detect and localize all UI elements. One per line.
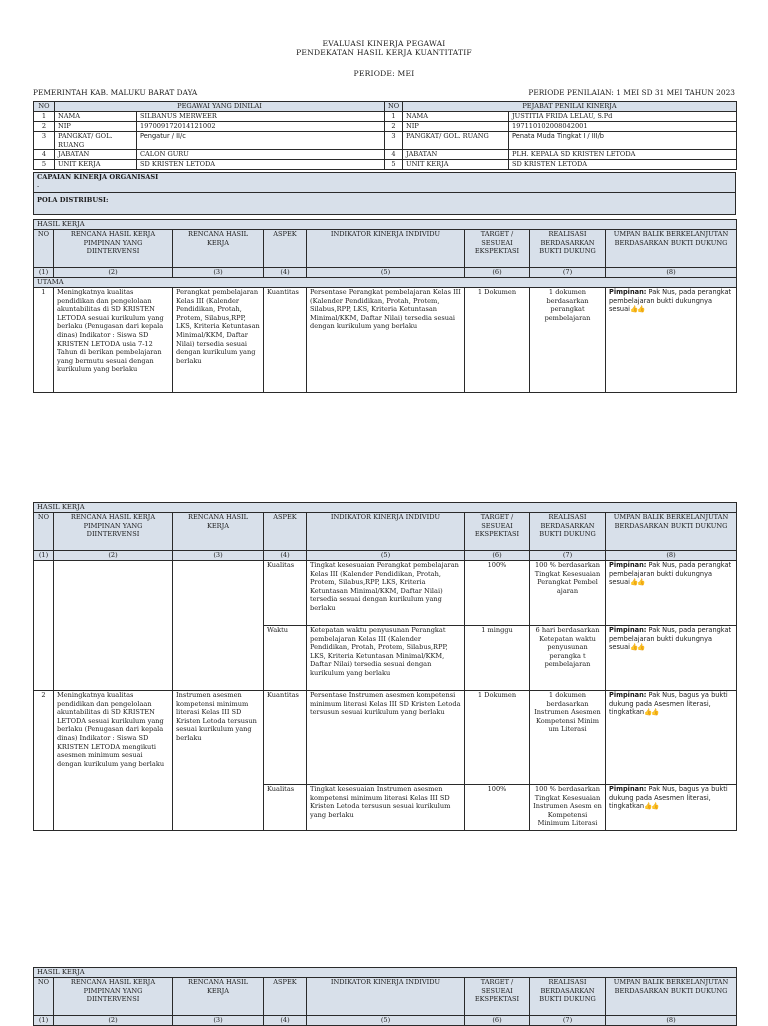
col-header: UMPAN BALIK BERKELANJUTAN BERDASARKAN BUKTI DUKUNG [606,513,737,551]
umpan-text: Pak Nus, pada perangkat pembelajaran bukti dukungnya sesuai [609,288,732,314]
row-right-value: Penata Muda Tingkat I / III/b [509,132,737,150]
row-no: 1 [34,288,54,393]
row-no: 1 [385,112,403,122]
thumbs-up-icon: 👍👍 [644,708,659,717]
col-header: INDIKATOR KINERJA INDIVIDU [307,513,465,551]
row-label: JABATAN [55,150,137,160]
aspek: Kuantitas [264,288,307,393]
col-number: (7) [530,551,606,561]
table-row [34,561,737,626]
umpan-balik [606,626,737,691]
row-left-value: SD KRISTEN LETODA [137,160,385,170]
col-header: TARGET / SESUEAI EKSPEKTASI [465,513,530,551]
col-header: REALISASI BERDASARKAN BUKTI DUKUNG [530,978,606,1016]
hasil-kerja-table-1 [33,219,737,393]
table-row [34,691,737,785]
left-title: PEGAWAI YANG DINILAI [55,102,385,112]
identity-row [34,160,737,170]
col-number: (6) [465,268,530,278]
periode-penilaian: PERIODE PENILAIAN: 1 MEI SD 31 MEI TAHUN 2023 [528,88,735,97]
row-no: 2 [34,691,54,831]
col-header: RENCANA HASIL KERJA [173,978,264,1016]
umpan-text: Pak Nus, pada perangkat pembelajaran bukti dukungnya sesuai [609,626,732,652]
col-number: (5) [307,551,465,561]
col-header: RENCANA HASIL KERJA [173,230,264,268]
thumbs-up-icon: 👍👍 [629,643,645,652]
col-number: (3) [173,268,264,278]
umpan-balik [606,561,737,626]
col-number: (1) [34,268,54,278]
thumbs-up-icon: 👍👍 [629,305,645,314]
rencana-hasil-kerja: Perangkat pembelajaran Kelas III (Kalender Pendidikan, Protah, Protem, Silabus,RPP, LKS, Kriteria Ketuntasan Minimal/KKM, Daftar Nilai) tersedia sesuai dengan kurikulum yang berlaku [173,288,264,393]
row-no: 1 [34,112,55,122]
col-number: (6) [465,551,530,561]
col-header: RENCANA HASIL KERJA [173,513,264,551]
row-no: 4 [34,150,55,160]
identity-row [34,132,737,150]
umpan-text: Pak Nus, pada perangkat pembelajaran bukti dukungnya sesuai [609,561,732,587]
row-no: 5 [385,160,403,170]
hasil-kerja-label: HASIL KERJA [34,968,737,978]
pola-cell [34,193,736,215]
col-number: (4) [264,1016,307,1026]
rencana-pimpinan: Meningkatnya kualitas pendidikan dan pengelolaan akuntabilitas di SD KRISTEN LETODA sesuai kurikulum yang berlaku (Penugasan dari kepala dinas) Indikator : Siswa SD KRISTEN LETODA mengikuti asesmen minimum sesuai dengan kurikulum yang berlaku [54,691,173,831]
col-number: (8) [606,1016,737,1026]
aspek: Kualitas [264,785,307,831]
row-label: UNIT KERJA [55,160,137,170]
doc-subtitle: PENDEKATAN HASIL KERJA KUANTITATIF [296,48,472,57]
col-header: REALISASI BERDASARKAN BUKTI DUKUNG [530,230,606,268]
row-no [34,561,54,691]
row-label: NAMA [403,112,509,122]
capaian-value: - [37,181,40,190]
table-row [34,288,737,393]
col-header: RENCANA HASIL KERJA PIMPINAN YANG DIINTERVENSI [54,513,173,551]
col-number: (3) [173,551,264,561]
hasil-kerja-label: HASIL KERJA [34,220,737,230]
row-no: 3 [385,132,403,150]
col-header: REALISASI BERDASARKAN BUKTI DUKUNG [530,513,606,551]
rencana-hasil-kerja [173,561,264,691]
col-number: (7) [530,1016,606,1026]
aspek: Kualitas [264,561,307,626]
target: 1 Dokumen [465,691,530,785]
realisasi: 100 % berdasarkan Tingkat Kesesuaian Instrumen Asesm en Kompetensi Minimum Literasi [530,785,606,831]
row-left-value: 197009172014121002 [137,122,385,132]
indikator: Tingkat kesesuaian Perangkat pembelajaran Kelas III (Kalender Pendidikan, Protah, Protem, Silabus,RPP, LKS, Kriteria Ketuntasan Minimal/KKM, Daftar Nilai) tersedia sesuai dengan kurikulum yang berlaku [307,561,465,626]
row-left-value: Pengatur / II/c [137,132,385,150]
hasil-kerja-label: HASIL KERJA [34,503,737,513]
col-header: ASPEK [264,230,307,268]
doc-title: EVALUASI KINERJA PEGAWAI [322,39,446,48]
umpan-text: Pak Nus, bagus ya bukti dukung pada Asesmen literasi, tingkatkan [609,785,728,811]
umpan-label: Pimpinan: [609,626,647,634]
col-header: ASPEK [264,513,307,551]
row-left-value: SILBANUS MERWEER [137,112,385,122]
aspek: Kuantitas [264,691,307,785]
row-right-value: 197110102008042001 [509,122,737,132]
col-header: INDIKATOR KINERJA INDIVIDU [307,230,465,268]
col-number: (2) [54,268,173,278]
doc-periode: PERIODE: MEI [353,69,415,78]
col-number: (1) [34,551,54,561]
col-header: ASPEK [264,978,307,1016]
target: 1 minggu [465,626,530,691]
hasil-kerja-table-3 [33,967,737,1026]
umpan-balik [606,288,737,393]
pola-label: POLA DISTRIBUSI: [37,196,109,204]
col-number: (4) [264,551,307,561]
indikator: Persentase Perangkat pembelajaran Kelas III (Kalender Pendidikan, Protah, Protem, Silabus,RPP, LKS, Kriteria Ketuntasan Minimal/KKM, Daftar Nilai) tersedia sesuai dengan kurikulum yang berlaku [307,288,465,393]
identity-table [33,101,737,170]
col-header: TARGET / SESUEAI EKSPEKTASI [465,230,530,268]
col-number: (5) [307,268,465,278]
col-no: NO [34,102,55,112]
row-right-value: SD KRISTEN LETODA [509,160,737,170]
indikator: Ketepatan waktu penyusunan Perangkat pembelajaran Kelas III (Kalender Pendidikan, Protah, Protem, Silabus,RPP, LKS, Kriteria Ketuntasan Minimal/KKM, Daftar Nilai) tersedia sesuai dengan kurikulum yang berlaku [307,626,465,691]
header-line [33,88,735,97]
utama-label: UTAMA [34,278,737,288]
col-number: (1) [34,1016,54,1026]
col-header: RENCANA HASIL KERJA PIMPINAN YANG DIINTERVENSI [54,978,173,1016]
col-number: (4) [264,268,307,278]
col-header: NO [34,978,54,1016]
realisasi: 100 % berdasarkan Tingkat Kesesuaian Perangkat Pembel ajaran [530,561,606,626]
identity-row [34,150,737,160]
target: 1 Dokumen [465,288,530,393]
rencana-pimpinan: Meningkatnya kualitas pendidikan dan pengelolaan akuntabilitas di SD KRISTEN LETODA sesuai kurikulum yang berlaku (Penugasan dari kepala dinas) Indikator : Siswa SD KRISTEN LETODA usia 7-12 Tahun di berikan pembelajaran yang bermutu sesuai dengan kurikulum yang berlaku [54,288,173,393]
col-header: NO [34,230,54,268]
col-number: (3) [173,1016,264,1026]
indikator: Tingkat kesesuaian Instrumen asesmen kompetensi minimum literasi Kelas III SD Kristen Letoda tersusun sesuai kurikulum yang berlaku [307,785,465,831]
col-header: RENCANA HASIL KERJA PIMPINAN YANG DIINTERVENSI [54,230,173,268]
row-no: 2 [385,122,403,132]
identity-row [34,112,737,122]
row-label: NAMA [55,112,137,122]
realisasi: 6 hari berdasarkan Ketepatan waktu penyusunan perangka t pembelajaran [530,626,606,691]
realisasi: 1 dokumen berdasarkan perangkat pembelajaran [530,288,606,393]
row-no: 5 [34,160,55,170]
umpan-label: Pimpinan: [609,288,647,296]
right-title: PEJABAT PENILAI KINERJA [403,102,737,112]
col-header: UMPAN BALIK BERKELANJUTAN BERDASARKAN BUKTI DUKUNG [606,978,737,1016]
row-label: UNIT KERJA [403,160,509,170]
row-label: PANGKAT/ GOL. RUANG [403,132,509,150]
row-no: 2 [34,122,55,132]
thumbs-up-icon: 👍👍 [629,578,645,587]
indikator: Persentase Instrumen asesmen kompetensi minimum literasi Kelas III SD Kristen Letoda tersusun sesuai kurikulum yang berlaku [307,691,465,785]
row-right-value: PLH. KEPALA SD KRISTEN LETODA [509,150,737,160]
umpan-text: Pak Nus, bagus ya bukti dukung pada Asesmen literasi, tingkatkan [609,691,728,717]
col-number: (2) [54,551,173,561]
col-number: (5) [307,1016,465,1026]
capaian-label: CAPAIAN KINERJA ORGANISASI [37,173,159,181]
col-header: INDIKATOR KINERJA INDIVIDU [307,978,465,1016]
row-label: NIP [55,122,137,132]
col-no: NO [385,102,403,112]
umpan-balik [606,785,737,831]
row-label: NIP [403,122,509,132]
col-header: UMPAN BALIK BERKELANJUTAN BERDASARKAN BUKTI DUKUNG [606,230,737,268]
hasil-kerja-table-2 [33,502,737,831]
capaian-cell [34,173,736,193]
pemerintah-label: PEMERINTAH KAB. MALUKU BARAT DAYA [33,88,198,97]
row-right-value: JUSTITIA FRIDA LELAU, S.Pd [509,112,737,122]
target: 100% [465,785,530,831]
umpan-label: Pimpinan: [609,561,647,569]
thumbs-up-icon: 👍👍 [644,802,659,811]
col-header: TARGET / SESUEAI EKSPEKTASI [465,978,530,1016]
rencana-hasil-kerja: Instrumen asesmen kompetensi minimum literasi Kelas III SD Kristen Letoda tersusun sesuai kurikulum yang berlaku [173,691,264,831]
identity-row [34,122,737,132]
capaian-table [33,172,736,215]
col-number: (7) [530,268,606,278]
umpan-balik [606,691,737,785]
row-label: PANGKAT/ GOL. RUANG [55,132,137,150]
col-number: (8) [606,551,737,561]
umpan-label: Pimpinan: [609,691,647,699]
row-left-value: CALON GURU [137,150,385,160]
col-number: (6) [465,1016,530,1026]
row-no: 4 [385,150,403,160]
target: 100% [465,561,530,626]
rencana-pimpinan [54,561,173,691]
realisasi: 1 dokumen berdasarkan Instrumen Asesmen Kompetensi Minim um Literasi [530,691,606,785]
row-no: 3 [34,132,55,150]
col-number: (8) [606,268,737,278]
row-label: JABATAN [403,150,509,160]
umpan-label: Pimpinan: [609,785,647,793]
col-header: NO [34,513,54,551]
col-number: (2) [54,1016,173,1026]
aspek: Waktu [264,626,307,691]
